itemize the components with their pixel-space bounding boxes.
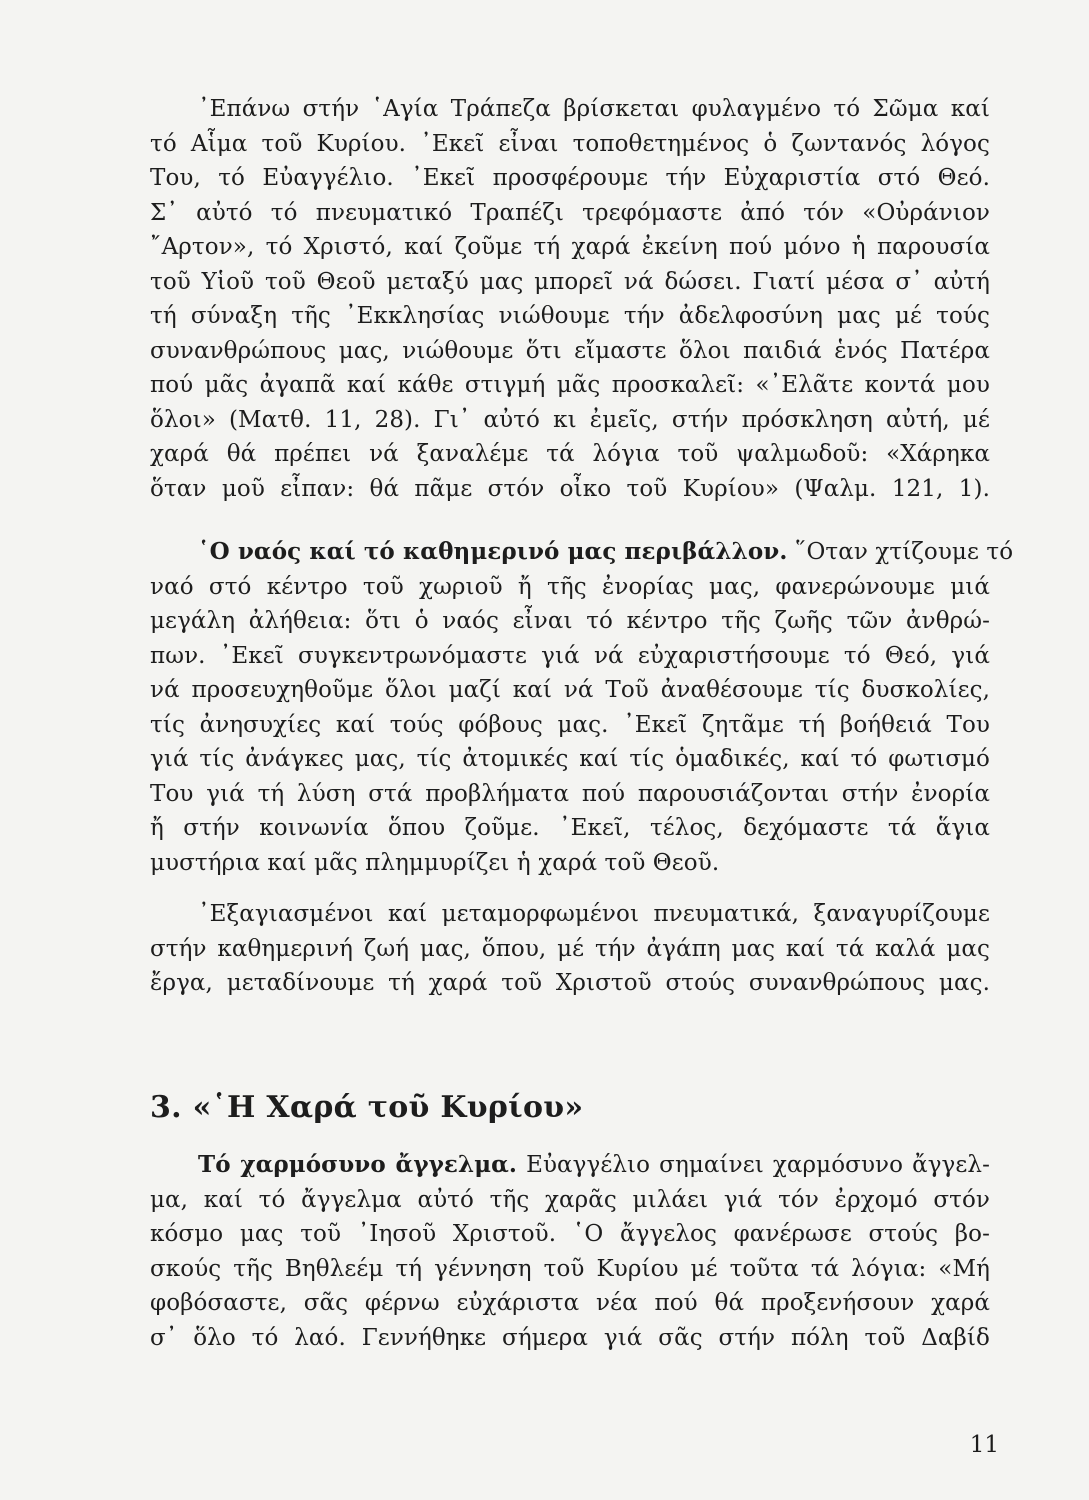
text-line: μυστήρια καί μᾶς πλημμυρίζει ἡ χαρά τοῦ Θεοῦ. [150,849,720,876]
text-line: ὅλοι» (Ματθ. 11, 28). Γι᾿ αὐτό κι ἐμεῖς, στήν πρόσκληση αὐτή, μέ [150,406,990,433]
text-line: σ᾿ ὅλο τό λαό. Γεννήθηκε σήμερα γιά σᾶς στήν πόλη τοῦ Δαβίδ [150,1324,990,1351]
text-line: ἔργα, μεταδίνουμε τή χαρά τοῦ Χριστοῦ στούς συνανθρώπους μας. [150,970,990,996]
paragraph-2 [150,535,1014,880]
text-line [150,535,1014,570]
text-line: πού μᾶς ἀγαπᾶ καί κάθε στιγμή μᾶς προσκαλεῖ: «᾿Ελᾶτε κοντά μου [150,372,990,398]
text-line: συνανθρώπους μας, νιώθουμε ὅτι εἴμαστε ὅλοι παιδιά ἑνός Πατέρα [150,337,990,364]
text-line: στήν καθημερινή ζωή μας, ὅπου, μέ τήν ἀγάπη μας καί τά καλά μας [150,935,990,962]
paragraph-title: ῾Ο ναός καί τό καθημερινό μας περιβάλλον. [198,538,788,565]
text-line: πων. ᾿Εκεῖ συγκεντρωνόμαστε γιά νά εὐχαριστήσουμε τό Θεό, γιά [150,642,990,669]
text-line: Του, τό Εὐαγγέλιο. ᾿Εκεῖ προσφέρουμε τήν Εὐχαριστία στό Θεό. [150,165,990,191]
text-line [150,1148,990,1183]
text-line: Σ᾿ αὐτό τό πνευματικό Τραπέζι τρεφόμαστε ἀπό τόν «Οὐράνιον [150,199,990,226]
text-line: Του γιά τή λύση στά προβλήματα πού παρουσιάζονται στήν ἐνορία [150,780,990,807]
paragraph-3 [150,897,990,1001]
text-line: τίς ἀνησυχίες καί τούς φόβους μας. ᾿Εκεῖ ζητᾶμε τή βοήθειά Του [150,711,990,738]
text-line: τή σύναξη τῆς ᾿Εκκλησίας νιώθουμε τήν ἀδελφοσύνη μας μέ τούς [150,303,990,329]
text-line: χαρά θά πρέπει νά ξαναλέμε τά λόγια τοῦ ψαλμωδοῦ: «Χάρηκα [150,441,990,467]
paragraph-1 [150,92,990,506]
text-line: ᾿Εξαγιασμένοι καί μεταμορφωμένοι πνευματικά, ξαναγυρίζουμε [198,901,990,927]
text-line: ναό στό κέντρο τοῦ χωριοῦ ἤ τῆς ἐνορίας μας, φανερώνουμε μιά [150,573,990,600]
paragraph-4 [150,1148,990,1355]
text-line: κόσμο μας τοῦ ᾿Ιησοῦ Χριστοῦ. ῾Ο ἄγγελος φανέρωσε στούς βο- [150,1221,990,1247]
text-line: νά προσευχηθοῦμε ὅλοι μαζί καί νά Τοῦ ἀναθέσουμε τίς δυσκολίες, [150,677,990,703]
text-line: μεγάλη ἀλήθεια: ὅτι ὁ ναός εἶναι τό κέντρο τῆς ζωῆς τῶν ἀνθρώ- [150,608,990,634]
text-line: ἤ στήν κοινωνία ὅπου ζοῦμε. ᾿Εκεῖ, τέλος, δεχόμαστε τά ἅγια [150,815,990,841]
section-heading: 3. «῾Η Χαρά τοῦ Κυρίου» [150,1090,584,1125]
text-run: Εὐαγγέλιο σημαίνει χαρμόσυνο ἄγγελ- [526,1152,990,1178]
text-line: φοβόσαστε, σᾶς φέρνω εὐχάριστα νέα πού θά προξενήσουν χαρά [150,1290,990,1316]
text-line: τό Αἷμα τοῦ Κυρίου. ᾿Εκεῖ εἶναι τοποθετημένος ὁ ζωντανός λόγος [150,130,990,157]
text-line: τοῦ Υἱοῦ τοῦ Θεοῦ μεταξύ μας μπορεῖ νά δώσει. Γιατί μέσα σ᾿ αὐτή [150,268,990,295]
text-line: σκούς τῆς Βηθλεέμ τή γέννηση τοῦ Κυρίου μέ τοῦτα τά λόγια: «Μή [150,1255,990,1282]
paragraph-title: Τό χαρμόσυνο ἄγγελμα. [198,1151,518,1178]
text-run: ῞Οταν χτίζουμε τό [794,539,1014,565]
text-line: μα, καί τό ἄγγελμα αὐτό τῆς χαρᾶς μιλάει γιά τόν ἐρχομό στόν [150,1186,990,1213]
text-line: ῎Αρτον», τό Χριστό, καί ζοῦμε τή χαρά ἐκείνη πού μόνο ἡ παρουσία [150,234,990,260]
text-line: ὅταν μοῦ εἶπαν: θά πᾶμε στόν οἶκο τοῦ Κυρίου» (Ψαλμ. 121, 1). [150,475,990,502]
text-line: γιά τίς ἀνάγκες μας, τίς ἀτομικές καί τίς ὁμαδικές, καί τό φωτισμό [150,746,990,772]
text-line: ᾿Επάνω στήν ῾Αγία Τράπεζα βρίσκεται φυλαγμένο τό Σῶμα καί [198,96,990,122]
page-number: 11 [969,1432,999,1458]
